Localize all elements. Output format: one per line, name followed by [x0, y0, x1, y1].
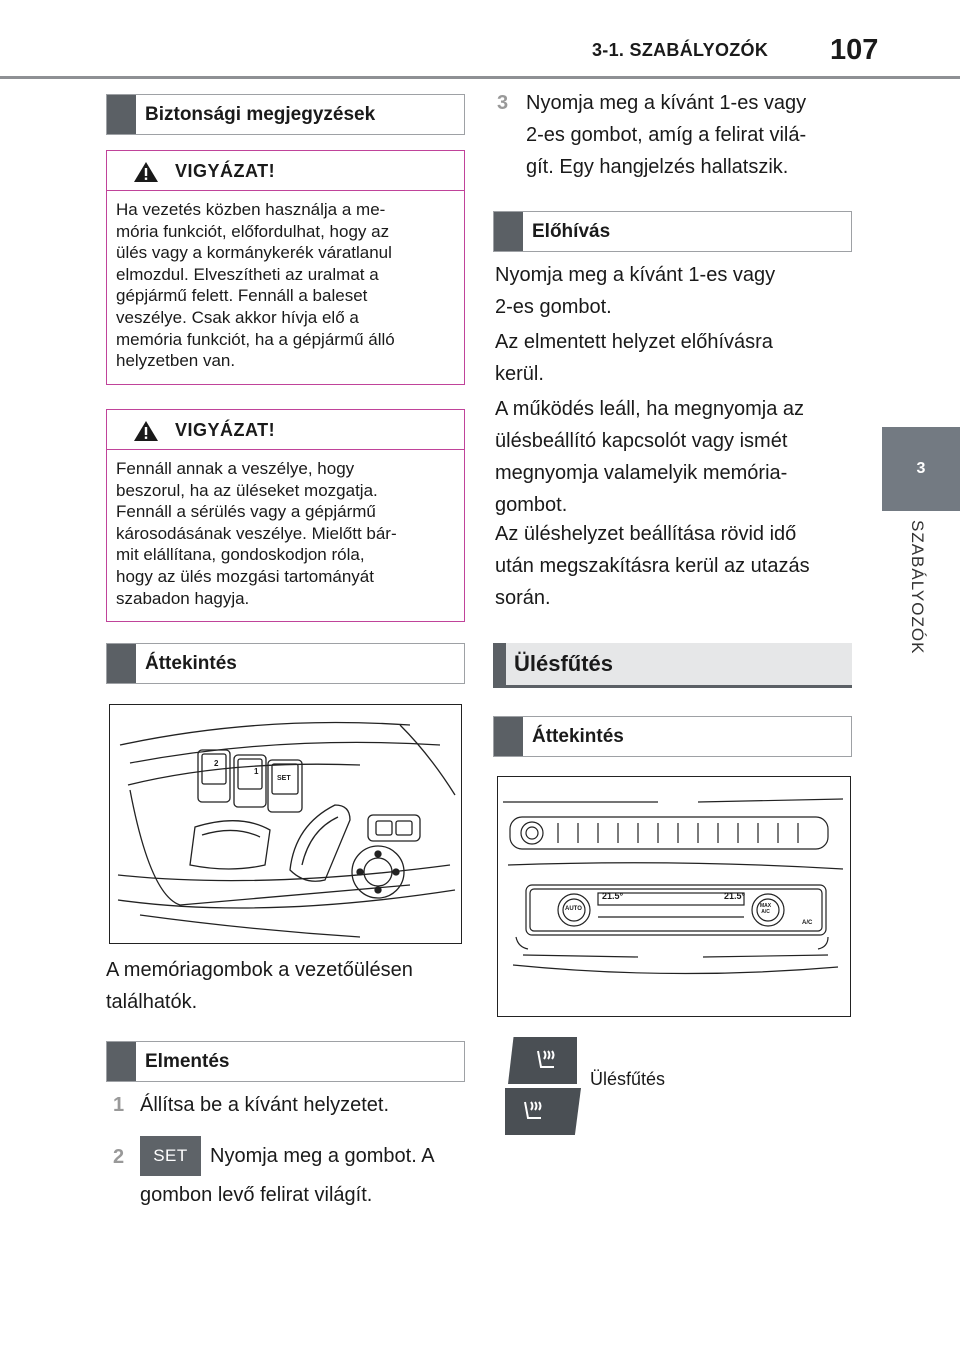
recall-heading — [493, 211, 852, 252]
warning-header — [107, 151, 464, 191]
step-number: 1 — [113, 1094, 125, 1116]
warning-icon — [133, 161, 159, 183]
header-rule — [0, 76, 960, 79]
climate-max-ac-label: MAX A/C — [760, 903, 772, 915]
safety-notes-heading — [106, 94, 465, 135]
heading-text: Áttekintés — [532, 726, 624, 747]
chapter-number: 3 — [916, 460, 926, 477]
seat-heating-section-title — [493, 643, 852, 688]
step-text: Nyomja meg a gombot. A — [210, 1145, 435, 1167]
heading-bar — [494, 212, 523, 251]
set-button — [140, 1136, 201, 1176]
seat-heating-button-icon — [508, 1037, 577, 1084]
overview-heading-right — [493, 716, 852, 757]
climate-ac-label: A/C — [802, 920, 813, 926]
heading-text: Biztonsági megjegyzések — [145, 104, 376, 125]
heading-bar — [107, 644, 136, 683]
warning-box-1 — [106, 150, 465, 385]
climate-auto-label: AUTO — [565, 906, 582, 912]
warning-header — [107, 410, 464, 450]
section-title: 3-1. SZABÁLYOZÓK — [592, 40, 769, 60]
warning-text: Fennáll annak a veszélye, hogy beszorul, ha az üléseket mozgatja. Fennáll a sérülés vagy a gépjármű károsodásának veszélye. Mielőtt bár- mit elállítana, gondoskodjon róla, hogy az ülés mozgási tartományát szabadon hagyja. — [116, 459, 397, 608]
climate-temp-right: 21.5° — [724, 891, 746, 901]
step-text-continued: gombon levő felirat világít. — [140, 1184, 373, 1206]
recall-paragraph-3: A működés leáll, ha megnyomja az ülésbeállító kapcsolót vagy ismét megnyomja valamelyik memória- gombot. — [495, 398, 805, 516]
heading-text: Előhívás — [532, 221, 611, 242]
seat-heating-button-icon — [505, 1088, 581, 1135]
seat-heating-icon — [505, 1088, 581, 1135]
section-bar-accent — [493, 643, 506, 685]
chapter-tab — [882, 427, 960, 511]
climate-panel-figure — [497, 776, 851, 1017]
section-title-text: Ülésfűtés — [514, 651, 614, 676]
recall-paragraph-4: Az üléshelyzet beállítása rövid idő után megszakításra kerül az utazás során. — [495, 523, 810, 609]
step-number: 2 — [113, 1146, 125, 1168]
recall-paragraph-1: Nyomja meg a kívánt 1-es vagy 2-es gombot. — [495, 264, 776, 318]
heading-bar — [494, 717, 523, 756]
recall-paragraph-2: Az elmentett helyzet előhívásra kerül. — [495, 331, 773, 385]
heading-bar — [107, 1042, 136, 1081]
climate-temp-left: 21.5° — [602, 891, 624, 901]
seat-heating-caption: Ülésfűtés — [590, 1069, 666, 1089]
figure-caption: A memóriagombok a vezetőülésen találhatók. — [106, 959, 413, 1013]
step-text: Nyomja meg a kívánt 1-es vagy 2-es gombot, amíg a felirat vilá- gít. Egy hangjelzés hallatszik. — [526, 92, 807, 178]
chapter-label: SZABÁLYOZÓK — [908, 520, 927, 655]
overview-heading — [106, 643, 465, 684]
seat-heating-icon — [508, 1037, 577, 1084]
seat-switch-illustration — [110, 705, 461, 943]
memory-button-2-label: 2 — [214, 759, 219, 768]
step-text: Állítsa be a kívánt helyzetet. — [140, 1094, 390, 1116]
save-heading — [106, 1041, 465, 1082]
step-number: 3 — [497, 92, 509, 114]
memory-set-label: SET — [277, 775, 291, 782]
memory-button-1-label: 1 — [254, 767, 259, 776]
climate-panel-illustration — [498, 777, 850, 1016]
warning-title: VIGYÁZAT! — [175, 161, 276, 181]
set-button-label: SET — [153, 1146, 188, 1165]
heading-text: Áttekintés — [145, 653, 237, 674]
warning-title: VIGYÁZAT! — [175, 420, 276, 440]
warning-icon — [133, 420, 159, 442]
warning-box-2 — [106, 409, 465, 622]
page-number: 107 — [830, 34, 879, 66]
warning-text: Ha vezetés közben használja a me- mória funkciót, előfordulhat, hogy az ülés vagy a kormánykerék váratlanul elmozdul. Elveszítheti az uralmat a gépjármű felett. Fennáll a baleset veszélye. Csak akkor hívja elő a memória funkciót, ha a gépjármű álló helyzetben van. — [116, 200, 395, 371]
heading-text: Elmentés — [145, 1051, 230, 1072]
seat-memory-figure — [109, 704, 462, 944]
heading-bar — [107, 95, 136, 134]
